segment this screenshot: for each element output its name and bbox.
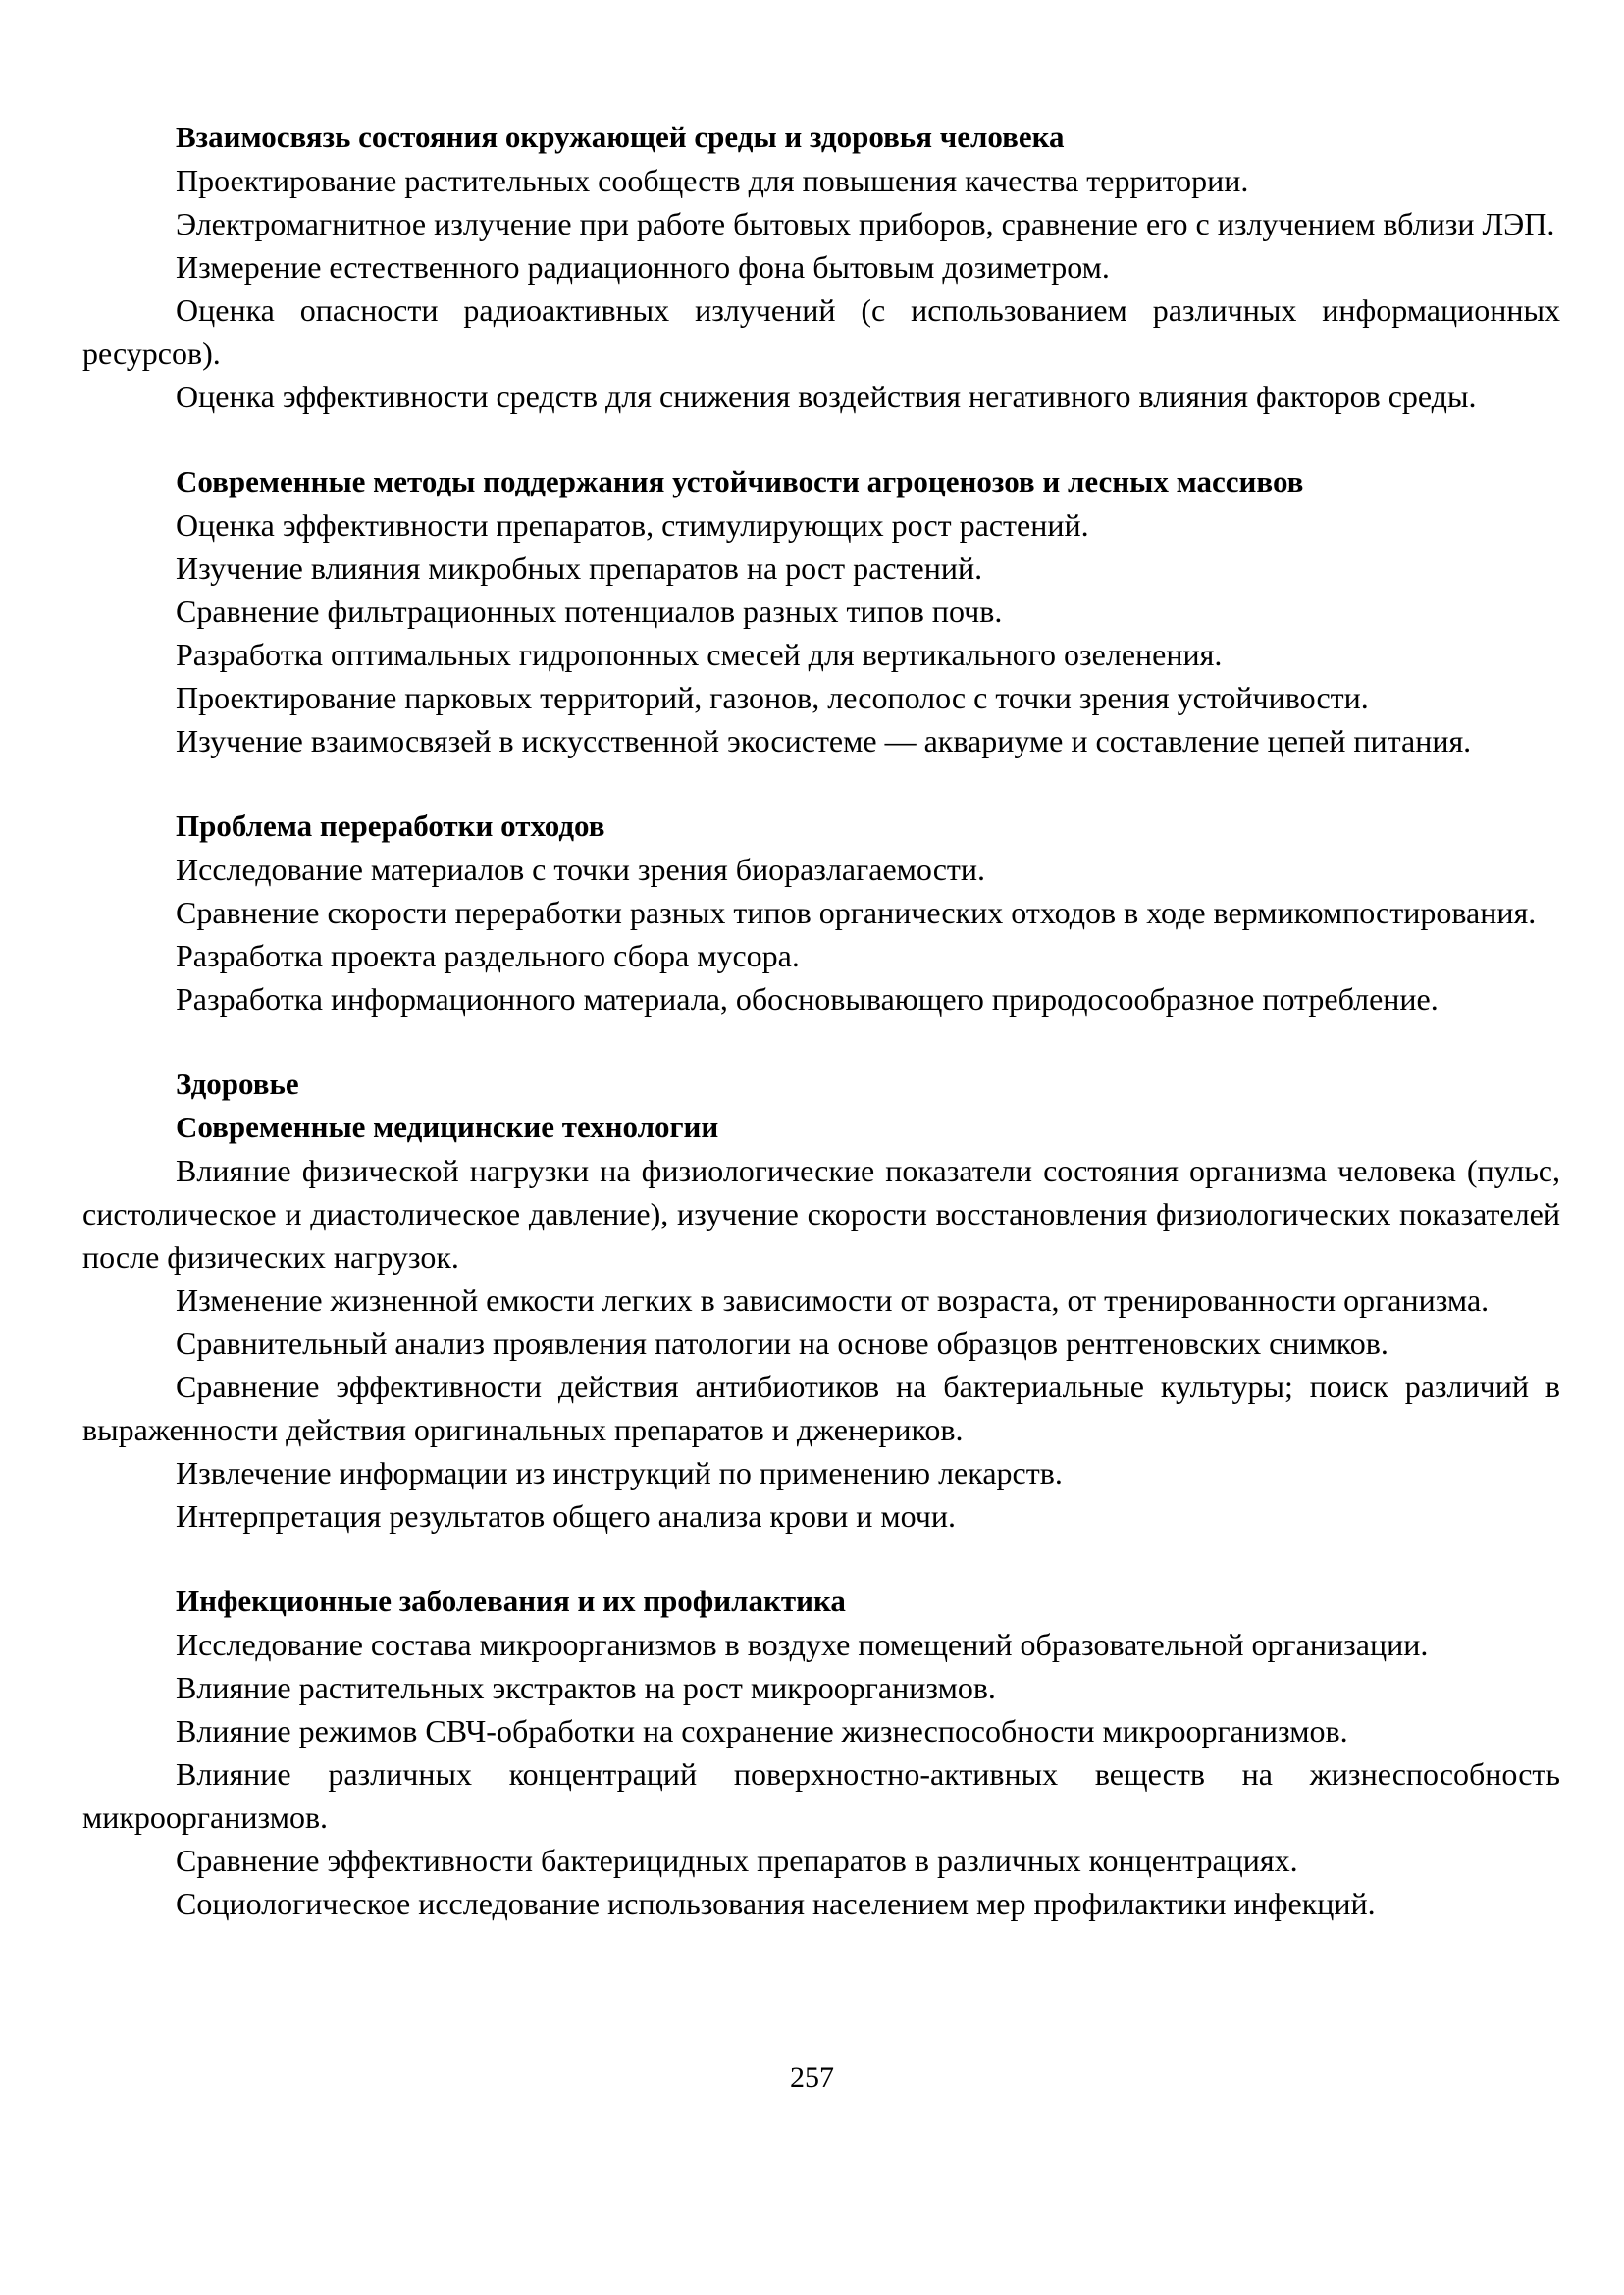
list-item: Измерение естественного радиационного фона бытовым дозиметром. <box>176 249 1110 285</box>
list-item: Влияние режимов СВЧ-обработки на сохранение жизнеспособности микроорганизмов. <box>176 1713 1348 1748</box>
list-item: Изменение жизненной емкости легких в зависимости от возраста, от тренированности организма. <box>176 1282 1490 1318</box>
document-page <box>82 116 1560 1925</box>
list-item: Сравнение эффективности действия антибиотиков на бактериальные культуры; поиск различий в выраженности действия оригинальных препаратов и дженериков. <box>82 1369 1560 1447</box>
section-heading: Здоровье <box>176 1067 299 1101</box>
list-item: Извлечение информации из инструкций по применению лекарств. <box>176 1455 1063 1490</box>
list-item: Оценка эффективности средств для снижения воздействия негативного влияния факторов среды. <box>176 379 1477 414</box>
section-spacer <box>82 418 1560 460</box>
list-item: Интерпретация результатов общего анализа крови и мочи. <box>176 1498 956 1534</box>
section-heading: Взаимосвязь состояния окружающей среды и здоровья человека <box>176 120 1065 154</box>
list-item: Оценка эффективности препаратов, стимулирующих рост растений. <box>176 507 1089 543</box>
section-spacer <box>82 1020 1560 1063</box>
list-item: Разработка проекта раздельного сбора мусора. <box>176 938 800 973</box>
list-item: Социологическое исследование использования населением мер профилактики инфекций. <box>176 1886 1376 1921</box>
list-item: Сравнительный анализ проявления патологии на основе образцов рентгеновских снимков. <box>176 1326 1388 1361</box>
list-item: Проектирование парковых территорий, газонов, лесополос с точки зрения устойчивости. <box>176 680 1369 715</box>
list-item: Разработка оптимальных гидропонных смесей для вертикального озеленения. <box>176 637 1223 672</box>
list-item: Влияние растительных экстрактов на рост микроорганизмов. <box>176 1670 996 1705</box>
page-number: 257 <box>790 2061 834 2094</box>
section-heading: Инфекционные заболевания и их профилактика <box>176 1584 846 1618</box>
list-item: Сравнение скорости переработки разных типов органических отходов в ходе вермикомпостирования. <box>176 895 1537 930</box>
section-spacer <box>82 762 1560 805</box>
list-item: Влияние физической нагрузки на физиологические показатели состояния организма человека (пульс, систолическое и диастолическое давление), изучение скорости восстановления физиологических показателей после физических нагрузок. <box>82 1153 1560 1275</box>
list-item: Исследование состава микроорганизмов в воздухе помещений образовательной организации. <box>176 1627 1429 1662</box>
list-item: Разработка информационного материала, обосновывающего природосообразное потребление. <box>176 981 1439 1017</box>
list-item: Исследование материалов с точки зрения биоразлагаемости. <box>176 852 985 887</box>
section-spacer <box>82 1538 1560 1580</box>
list-item: Оценка опасности радиоактивных излучений (с использованием различных информационных ресурсов). <box>82 292 1560 371</box>
section-subheading: Современные медицинские технологии <box>176 1110 719 1144</box>
section-heading: Современные методы поддержания устойчивости агроценозов и лесных массивов <box>176 464 1304 498</box>
list-item: Электромагнитное излучение при работе бытовых приборов, сравнение его с излучением вблизи ЛЭП. <box>176 206 1555 241</box>
list-item: Сравнение фильтрационных потенциалов разных типов почв. <box>176 594 1003 629</box>
list-item: Изучение взаимосвязей в искусственной экосистеме — аквариуме и составление цепей питания. <box>176 723 1472 758</box>
list-item: Изучение влияния микробных препаратов на рост растений. <box>176 550 983 586</box>
list-item: Проектирование растительных сообществ для повышения качества территории. <box>176 163 1249 198</box>
list-item: Сравнение эффективности бактерицидных препаратов в различных концентрациях. <box>176 1843 1298 1878</box>
section-heading: Проблема переработки отходов <box>176 808 605 843</box>
list-item: Влияние различных концентраций поверхностно-активных веществ на жизнеспособность микроорганизмов. <box>82 1756 1560 1835</box>
